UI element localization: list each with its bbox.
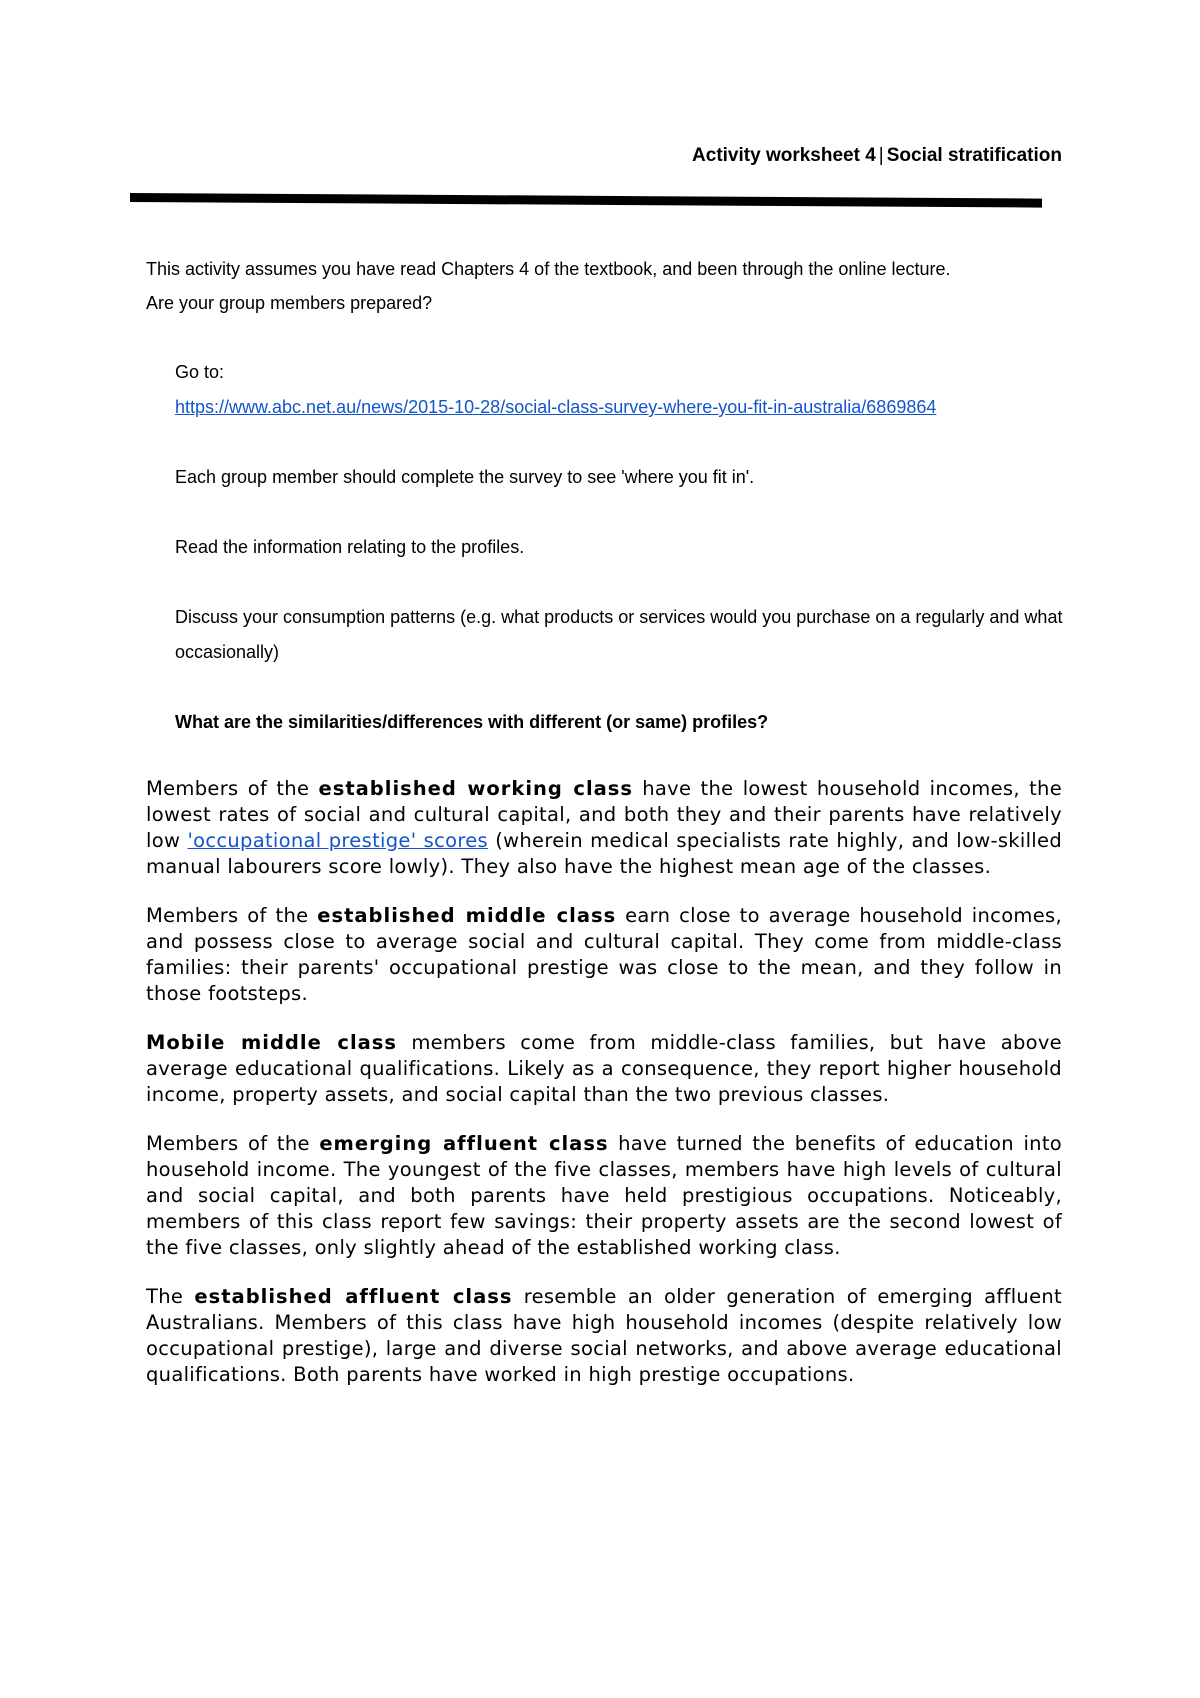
profile-class-name: established working class	[318, 777, 634, 800]
header-separator: |	[878, 145, 884, 166]
profile-established-middle-class	[146, 903, 1062, 1007]
profile-mobile-middle-class	[146, 1030, 1062, 1108]
profile-emerging-affluent-class	[146, 1131, 1062, 1261]
profile-class-name: emerging affluent class	[319, 1132, 609, 1155]
profile-text: Members of the	[146, 777, 319, 800]
profile-text: The	[146, 1285, 195, 1308]
discussion-question: What are the similarities/differences with different (or same) profiles?	[175, 712, 769, 732]
profile-text: Members of the	[146, 1132, 320, 1155]
read-instruction: Read the information relating to the profiles.	[175, 537, 525, 557]
class-profiles	[146, 776, 1062, 1411]
worksheet-title: Activity worksheet 4	[692, 145, 876, 166]
profile-class-name: established affluent class	[194, 1285, 513, 1308]
profile-text: (wherein medical specialists rate highly, and low-skilled manual labourers score lowly). They also have the highest mean age of the classes.	[146, 829, 1062, 878]
profile-text: Members of the	[146, 904, 318, 927]
intro-line-2: Are your group members prepared?	[146, 293, 433, 313]
header-rule	[130, 193, 1042, 208]
profile-text: have the lowest household incomes, the lowest rates of social and cultural capital, and both they and their parents have relatively low	[146, 777, 1062, 852]
survey-instruction: Each group member should complete the survey to see 'where you fit in'.	[175, 467, 755, 487]
go-to-label: Go to:	[175, 362, 225, 382]
occupational-prestige-link[interactable]: 'occupational prestige' scores	[187, 829, 488, 852]
profile-established-affluent-class	[146, 1284, 1062, 1388]
discuss-instruction: Discuss your consumption patterns (e.g. what products or services would you purchase on a regularly and what occasionally)	[175, 607, 1063, 662]
profile-text: resemble an older generation of emerging affluent Australians. Members of this class have high household incomes (despite relatively low occupational prestige), large and diverse social networks, and above average educational qualifications. Both parents have worked in high prestige occupations.	[146, 1285, 1062, 1386]
worksheet-subtitle: Social stratification	[886, 145, 1062, 166]
profile-text: earn close to average household incomes, and possess close to average social and cultural capital. They come from middle-class families: their parents' occupational prestige was close to the mean, and they follow in those footsteps.	[146, 904, 1062, 1005]
profile-class-name: Mobile middle class	[146, 1031, 398, 1054]
intro-line-1: This activity assumes you have read Chapters 4 of the textbook, and been through the online lecture.	[146, 259, 951, 279]
page-header	[692, 145, 1062, 167]
profile-text: members come from middle-class families, but have above average educational qualifications. Likely as a consequence, they report higher household income, property assets, and social capital than the two previous classes.	[146, 1031, 1062, 1106]
profile-text: have turned the benefits of education into household income. The youngest of the five classes, members have high levels of cultural and social capital, and both parents have held prestigious occupations. Noticeably, members of this class report few savings: their property assets are the second lowest of the five classes, only slightly ahead of the established working class.	[146, 1132, 1062, 1259]
profile-established-working-class	[146, 776, 1062, 880]
survey-link[interactable]: https://www.abc.net.au/news/2015-10-28/social-class-survey-where-you-fit-in-australia/6869864	[175, 397, 937, 417]
profile-class-name: established middle class	[317, 904, 617, 927]
go-to-block	[175, 355, 1075, 425]
intro-text	[146, 252, 1086, 320]
